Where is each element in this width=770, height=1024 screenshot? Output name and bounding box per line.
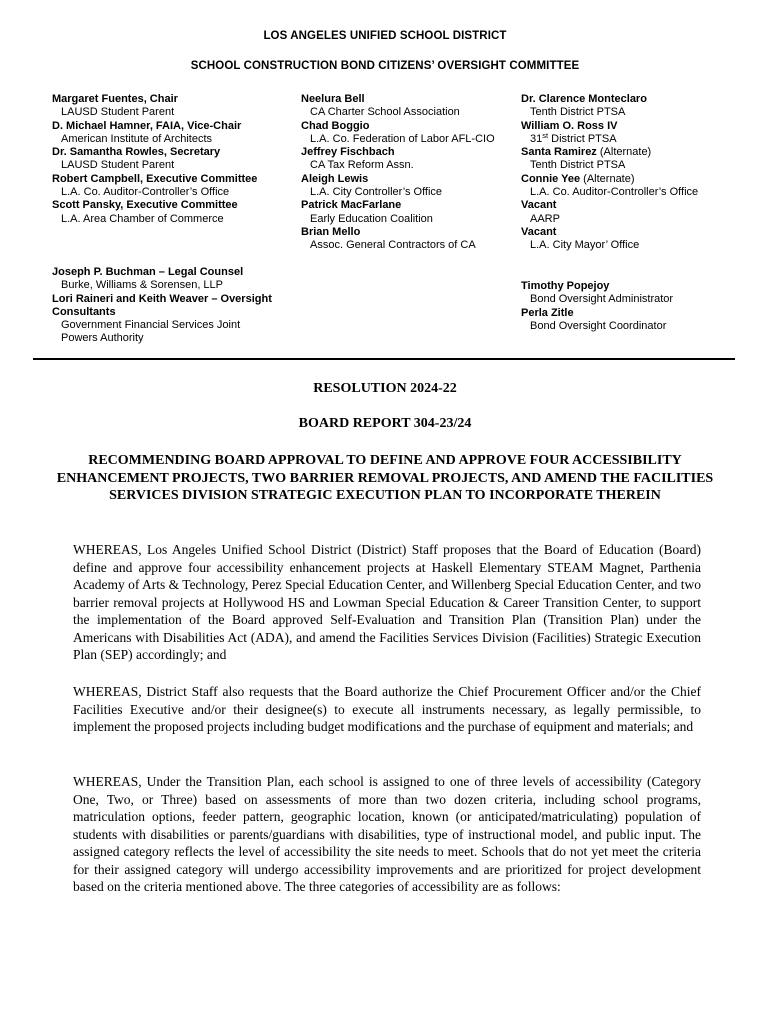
member-affiliation <box>521 130 761 146</box>
member-name: D. Michael Hamner, FAIA, Vice-Chair <box>52 119 242 132</box>
member-name: Jeffrey Fischbach <box>301 146 395 159</box>
member-name: William O. Ross IV <box>521 119 618 132</box>
member-name: Santa Ramirez <box>521 146 597 159</box>
roster-column-officers <box>52 93 292 226</box>
committee-header: SCHOOL CONSTRUCTION BOND CITIZENS’ OVERSIGHT COMMITTEE <box>190 60 580 72</box>
member-affiliation: Tenth District PTSA <box>530 159 626 172</box>
staff-name: Timothy Popejoy <box>521 280 610 292</box>
member-affiliation: American Institute of Architects <box>61 132 213 145</box>
member-name: Patrick MacFarlane <box>301 199 402 212</box>
member-name: Dr. Clarence Monteclaro <box>521 93 647 105</box>
member-name: Scott Pansky, Executive Committee <box>52 199 238 212</box>
roster-staff <box>521 280 761 333</box>
district-header: LOS ANGELES UNIFIED SCHOOL DISTRICT <box>263 30 507 42</box>
member-note: (Alternate) <box>580 172 635 185</box>
member-affiliation: L.A. City Mayor’ Office <box>530 239 640 252</box>
resolution-number: RESOLUTION 2024-22 <box>313 381 457 396</box>
member-affiliation: L.A. Co. Federation of Labor AFL-CIO <box>310 132 495 145</box>
staff-title: Bond Oversight Coordinator <box>530 319 667 332</box>
member-name: Brian Mello <box>301 225 361 238</box>
counsel-affiliation: Burke, Williams & Sorensen, LLP <box>61 279 224 292</box>
member-name: Chad Boggio <box>301 119 370 132</box>
member-affiliation: CA Charter School Association <box>310 106 460 119</box>
whereas-paragraph-1: WHEREAS, Los Angeles Unified School District (District) Staff proposes that the Board of Education (Board) define and approve four accessibility enhancement projects at Haskell Elementary STEAM Magnet, Parthenia Academy of Arts & Technology, Perez Special Education Center, and Willenberg Special Education Center, and two barrier removal projects at Hollywood HS and Lowman Special Education & Career Transition Center, to support the implementation of the Board approved Self-Evaluation and Transition Plan (Transition Plan) under the Americans with Disabilities Act (ADA), and amend the Facilities Services Division (Facilities) Strategic Execution Plan (SEP) accordingly; and <box>73 542 701 662</box>
affiliation-rest: District PTSA <box>548 132 617 145</box>
board-report-number: BOARD REPORT 304-23/24 <box>298 416 472 431</box>
member-name: Vacant <box>521 225 557 238</box>
member-name: Aleigh Lewis <box>301 172 369 185</box>
member-name: Robert Campbell, Executive Committee <box>52 172 258 185</box>
member-name: Vacant <box>521 199 557 212</box>
member-name: Connie Yee <box>521 172 581 185</box>
ordinal-suffix: st <box>542 130 549 140</box>
consultants-affiliation: Government Financial Services Joint Powers Authority <box>61 319 241 345</box>
roster-column-members <box>301 93 516 253</box>
resolution-title: RECOMMENDING BOARD APPROVAL TO DEFINE AND APPROVE FOUR ACCESSIBILITY ENHANCEMENT PROJECTS, TWO BARRIER REMOVAL PROJECTS, AND AMEND THE FACILITIES SERVICES DIVISION STRATEGIC EXECUTION PLAN TO INCORPORATE THEREIN <box>56 453 714 503</box>
member-affiliation: CA Tax Reform Assn. <box>310 159 414 172</box>
member-affiliation: L.A. Co. Auditor-Controller’s Office <box>61 186 230 199</box>
member-name: Dr. Samantha Rowles, Secretary <box>52 146 221 159</box>
member-affiliation: Assoc. General Contractors of CA <box>310 239 476 252</box>
district-number: 31 <box>530 132 543 145</box>
member-note: (Alternate) <box>596 146 652 159</box>
header-divider <box>33 358 735 360</box>
member-affiliation: Tenth District PTSA <box>530 106 626 119</box>
member-affiliation: LAUSD Student Parent <box>61 106 175 119</box>
whereas-paragraph-2: WHEREAS, District Staff also requests that the Board authorize the Chief Procurement Officer and/or the Chief Facilities Executive and/or their designee(s) to execute all instruments necessary, as legally permissible, to implement the proposed projects including budget modifications and the purchase of equipment and materials; and <box>73 684 701 734</box>
staff-name: Perla Zitle <box>521 306 574 319</box>
staff-title: Bond Oversight Administrator <box>530 293 674 306</box>
member-affiliation: LAUSD Student Parent <box>61 159 175 172</box>
member-affiliation: Early Education Coalition <box>310 212 433 225</box>
counsel-name: Joseph P. Buchman – Legal Counsel <box>52 266 244 278</box>
roster-counsel <box>52 266 292 346</box>
whereas-paragraph-3: WHEREAS, Under the Transition Plan, each school is assigned to one of three levels of accessibility (Category One, Two, or Three) based on assessments of more than two dozen criteria, including school programs, matriculation options, feeder pattern, geographic location, known (or anticipated/matriculating) population of students with disabilities or parents/guardians with disabilities, type of instructional model, and public input. The assigned category reflects the level of accessibility the site needs to meet. Schools that do not yet meet the criteria for their assigned category will undergo accessibility improvements and are prioritized for project development based on the criteria mentioned above. The three categories of accessibility are as follows: <box>73 774 701 894</box>
member-name: Neelura Bell <box>301 93 365 105</box>
member-affiliation: L.A. Co. Auditor-Controller’s Office <box>530 186 699 199</box>
member-affiliation: L.A. Area Chamber of Commerce <box>61 212 224 225</box>
member-affiliation: L.A. City Controller’s Office <box>310 186 443 199</box>
member-name: Margaret Fuentes, Chair <box>52 93 178 105</box>
consultants-name: Lori Raineri and Keith Weaver – Oversight Consultants <box>52 292 272 318</box>
roster-column-members-2 <box>521 93 761 253</box>
member-affiliation: AARP <box>530 212 560 225</box>
